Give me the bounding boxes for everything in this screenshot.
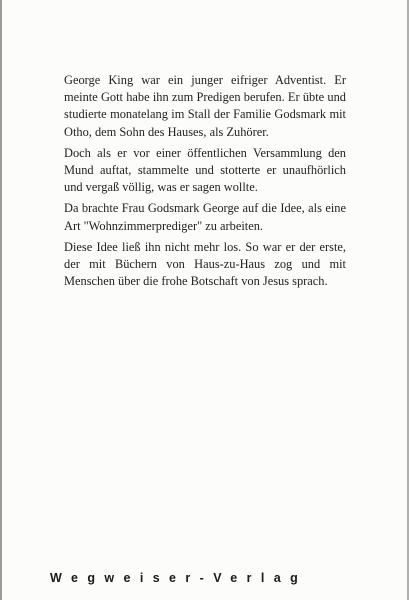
publisher-footer: Wegweiser-Verlag <box>50 571 308 585</box>
paragraph-2: Doch als er vor einer öffentlichen Versammlung den Mund auftat, stammelte und stotterte er unaufhörlich und vergaß völlig, was er sagen wollte. <box>64 145 346 195</box>
paragraph-3: Da brachte Frau Godsmark George auf die Idee, als eine Art "Wohnzimmerprediger" zu arbeiten. <box>64 201 346 233</box>
paragraph-1: George King war ein junger eifriger Adventist. Er meinte Gott habe ihn zum Predigen berufen. Er übte und studierte monatelang im Stall der Familie Godsmark mit Otho, dem Sohn des Hauses, als Zuhörer. <box>64 73 346 139</box>
paragraph-4: Diese Idee ließ ihn nicht mehr los. So war er der erste, der mit Büchern von Haus-zu-Haus zog und mit Menschen über die frohe Botschaft von Jesus sprach. <box>64 239 346 289</box>
page-edge-left <box>0 0 2 600</box>
body-text <box>64 72 346 294</box>
